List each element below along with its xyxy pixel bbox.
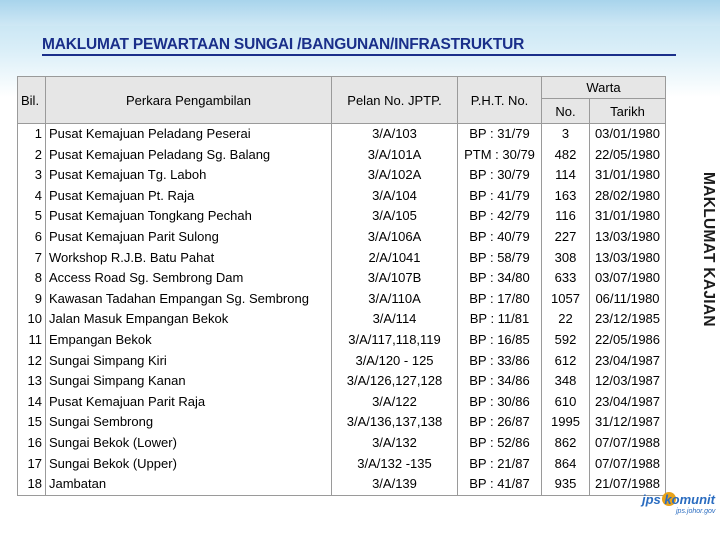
cell-warta-tarikh: 22/05/1980 [590,145,666,166]
table-row [18,309,666,330]
cell-pht: BP : 41/79 [458,186,542,207]
table-row [18,454,666,475]
cell-bil: 14 [18,392,46,413]
cell-warta-tarikh: 22/05/1986 [590,330,666,351]
cell-pelan: 3/A/104 [332,186,458,207]
cell-warta-tarikh: 31/12/1987 [590,412,666,433]
cell-pht: BP : 34/80 [458,268,542,289]
cell-pht: BP : 16/85 [458,330,542,351]
table-row [18,412,666,433]
cell-bil: 16 [18,433,46,454]
cell-perkara: Pusat Kemajuan Peladang Peserai [46,124,332,145]
cell-warta-no: 22 [542,309,590,330]
cell-warta-tarikh: 03/01/1980 [590,124,666,145]
cell-bil: 1 [18,124,46,145]
table-row [18,474,666,495]
cell-perkara: Pusat Kemajuan Peladang Sg. Balang [46,145,332,166]
cell-warta-no: 935 [542,474,590,495]
cell-bil: 9 [18,289,46,310]
cell-warta-tarikh: 23/04/1987 [590,392,666,413]
cell-pht: BP : 42/79 [458,206,542,227]
cell-warta-no: 610 [542,392,590,413]
cell-warta-no: 227 [542,227,590,248]
cell-warta-tarikh: 07/07/1988 [590,433,666,454]
cell-pelan: 3/A/105 [332,206,458,227]
table-row [18,433,666,454]
cell-perkara: Pusat Kemajuan Parit Sulong [46,227,332,248]
cell-warta-no: 862 [542,433,590,454]
cell-pelan: 3/A/102A [332,165,458,186]
cell-pelan: 3/A/110A [332,289,458,310]
cell-perkara: Empangan Bekok [46,330,332,351]
cell-warta-no: 864 [542,454,590,475]
cell-perkara: Pusat Kemajuan Tg. Laboh [46,165,332,186]
cell-pelan: 3/A/139 [332,474,458,495]
cell-perkara: Pusat Kemajuan Pt. Raja [46,186,332,207]
cell-warta-no: 633 [542,268,590,289]
cell-pht: BP : 40/79 [458,227,542,248]
cell-bil: 10 [18,309,46,330]
cell-pht: BP : 11/81 [458,309,542,330]
cell-perkara: Sungai Bekok (Lower) [46,433,332,454]
header-pelan: Pelan No. JPTP. [332,77,458,124]
header-perkara: Perkara Pengambilan [46,77,332,124]
cell-warta-tarikh: 21/07/1988 [590,474,666,495]
cell-bil: 8 [18,268,46,289]
logo-text: jps komunit [642,492,715,507]
cell-bil: 13 [18,371,46,392]
title-underline [42,54,676,56]
cell-warta-tarikh: 28/02/1980 [590,186,666,207]
cell-warta-tarikh: 23/04/1987 [590,351,666,372]
warta-table [17,76,666,496]
cell-warta-no: 114 [542,165,590,186]
cell-warta-tarikh: 31/01/1980 [590,206,666,227]
cell-perkara: Kawasan Tadahan Empangan Sg. Sembrong [46,289,332,310]
table-row [18,268,666,289]
header-warta: Warta [542,77,666,99]
cell-pht: BP : 26/87 [458,412,542,433]
cell-pelan: 3/A/126,127,128 [332,371,458,392]
cell-warta-no: 3 [542,124,590,145]
cell-bil: 18 [18,474,46,495]
cell-perkara: Workshop R.J.B. Batu Pahat [46,248,332,269]
cell-perkara: Sungai Bekok (Upper) [46,454,332,475]
table-row [18,289,666,310]
cell-perkara: Jambatan [46,474,332,495]
side-label: MAKLUMAT KAJIAN [700,172,717,327]
cell-pht: BP : 34/86 [458,371,542,392]
cell-pelan: 3/A/114 [332,309,458,330]
cell-warta-no: 163 [542,186,590,207]
cell-pelan: 2/A/1041 [332,248,458,269]
cell-warta-no: 116 [542,206,590,227]
table-row [18,206,666,227]
top-band [0,0,720,26]
cell-pelan: 3/A/122 [332,392,458,413]
cell-warta-tarikh: 06/11/1980 [590,289,666,310]
cell-pht: BP : 58/79 [458,248,542,269]
cell-bil: 6 [18,227,46,248]
cell-pht: BP : 41/87 [458,474,542,495]
cell-warta-tarikh: 13/03/1980 [590,248,666,269]
cell-pht: BP : 31/79 [458,124,542,145]
logo-subtext: jps.johor.gov [676,508,716,515]
header-warta-no: No. [542,99,590,124]
cell-warta-no: 1057 [542,289,590,310]
cell-warta-no: 348 [542,371,590,392]
cell-perkara: Pusat Kemajuan Tongkang Pechah [46,206,332,227]
table-row [18,392,666,413]
cell-warta-tarikh: 03/07/1980 [590,268,666,289]
cell-pelan: 3/A/117,118,119 [332,330,458,351]
cell-warta-tarikh: 12/03/1987 [590,371,666,392]
table-row [18,248,666,269]
cell-pht: BP : 30/86 [458,392,542,413]
cell-pelan: 3/A/136,137,138 [332,412,458,433]
cell-pelan: 3/A/107B [332,268,458,289]
cell-pelan: 3/A/120 - 125 [332,351,458,372]
cell-pelan: 3/A/106A [332,227,458,248]
cell-perkara: Sungai Simpang Kiri [46,351,332,372]
cell-bil: 3 [18,165,46,186]
table-row [18,124,666,145]
cell-warta-tarikh: 07/07/1988 [590,454,666,475]
cell-pelan: 3/A/101A [332,145,458,166]
cell-bil: 17 [18,454,46,475]
table-row [18,165,666,186]
table-row [18,145,666,166]
cell-warta-no: 612 [542,351,590,372]
cell-bil: 11 [18,330,46,351]
cell-perkara: Pusat Kemajuan Parit Raja [46,392,332,413]
cell-pht: BP : 17/80 [458,289,542,310]
table-row [18,186,666,207]
cell-perkara: Access Road Sg. Sembrong Dam [46,268,332,289]
header-bil: Bil. [18,77,46,124]
cell-perkara: Jalan Masuk Empangan Bekok [46,309,332,330]
table-row [18,330,666,351]
cell-perkara: Sungai Sembrong [46,412,332,433]
page-title: MAKLUMAT PEWARTAAN SUNGAI /BANGUNAN/INFRASTRUKTUR [42,36,525,53]
cell-bil: 4 [18,186,46,207]
cell-warta-no: 482 [542,145,590,166]
cell-pht: BP : 30/79 [458,165,542,186]
cell-warta-no: 1995 [542,412,590,433]
cell-pht: BP : 52/86 [458,433,542,454]
cell-pelan: 3/A/132 [332,433,458,454]
table-row [18,351,666,372]
cell-warta-tarikh: 31/01/1980 [590,165,666,186]
header-warta-tarikh: Tarikh [590,99,666,124]
cell-pht: PTM : 30/79 [458,145,542,166]
cell-bil: 7 [18,248,46,269]
table-row [18,227,666,248]
table-row [18,371,666,392]
cell-warta-no: 592 [542,330,590,351]
cell-warta-no: 308 [542,248,590,269]
cell-pht: BP : 21/87 [458,454,542,475]
cell-bil: 15 [18,412,46,433]
cell-bil: 2 [18,145,46,166]
cell-warta-tarikh: 13/03/1980 [590,227,666,248]
cell-bil: 12 [18,351,46,372]
cell-perkara: Sungai Simpang Kanan [46,371,332,392]
cell-pelan: 3/A/132 -135 [332,454,458,475]
cell-pht: BP : 33/86 [458,351,542,372]
jps-logo [638,488,718,522]
table-body [18,124,666,496]
cell-bil: 5 [18,206,46,227]
header-pht: P.H.T. No. [458,77,542,124]
cell-pelan: 3/A/103 [332,124,458,145]
cell-warta-tarikh: 23/12/1985 [590,309,666,330]
